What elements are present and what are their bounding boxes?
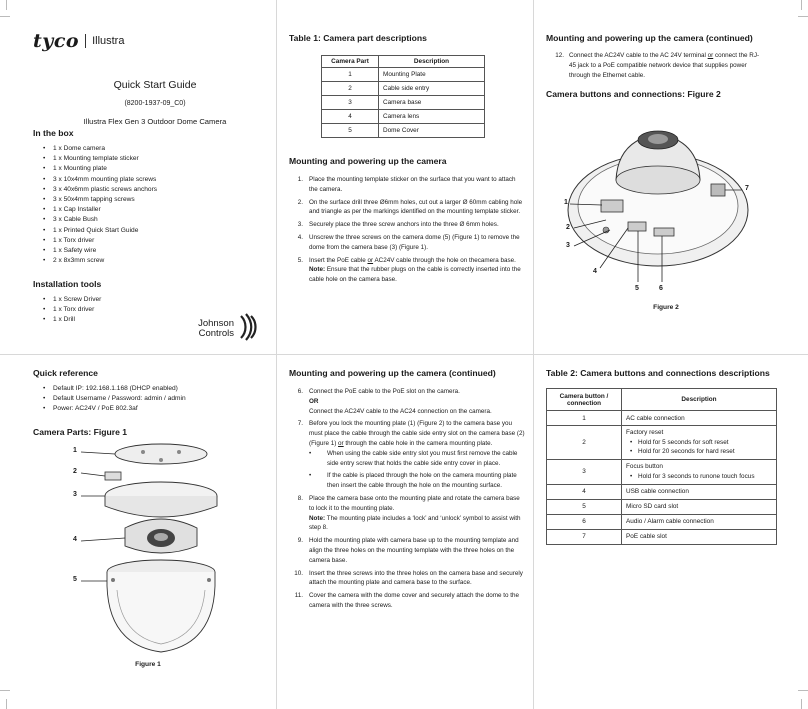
step-text: Hold the mounting plate with camera base up to the mounting template and align the three holes on the mounting template with the three holes on the camera base. — [309, 537, 519, 564]
table-cell: 1 — [322, 68, 379, 82]
table-row — [322, 96, 485, 110]
guide-title: Quick Start Guide — [113, 79, 197, 91]
step-text: Cover the camera with the dome cover and securely attach the dome to the camera with the three screws. — [309, 592, 520, 609]
figure2 — [546, 110, 766, 320]
list-item: • 1 x Printed Quick Start Guide — [33, 226, 263, 236]
mounting-steps — [289, 175, 523, 285]
quick-reference-list — [33, 384, 263, 415]
list-item: • 1 x Mounting template sticker — [33, 154, 263, 164]
step-number: 2. — [297, 198, 303, 206]
list-item: • 3 x Cable Bush — [33, 215, 263, 225]
cell-title: Focus button — [626, 463, 663, 471]
list-item: • 2 x 8x3mm screw — [33, 256, 263, 266]
table-cell — [622, 426, 777, 460]
crop-mark — [0, 16, 10, 17]
in-the-box-list — [33, 144, 263, 266]
crop-mark — [801, 699, 802, 709]
step-text: Connect the PoE cable to the PoE slot on the camera. — [309, 388, 460, 395]
step-or: OR — [309, 397, 319, 405]
list-item: • 3 x 50x4mm tapping screws — [33, 195, 263, 205]
brand-header — [33, 30, 263, 52]
mounting-heading: Mounting and powering up the camera — [289, 156, 447, 166]
table-cell — [622, 460, 777, 484]
mounting-continued-heading: Mounting and powering up the camera (continued) — [546, 33, 753, 43]
step-item — [291, 198, 523, 218]
table-cell: 6 — [547, 514, 622, 529]
note-text: Ensure that the rubber plugs on the cable is correctly inserted into the cable hole on the camera base. — [309, 266, 521, 284]
list-item: • 3 x 40x6mm plastic screws anchors — [33, 185, 263, 195]
list-item: • Default IP: 192.168.1.168 (DHCP enabled) — [33, 384, 263, 394]
crop-mark — [798, 16, 808, 17]
step-number: 8. — [297, 494, 303, 502]
note-text: The mounting plate includes a ‘lock’ and ‘unlock’ symbol to assist with step 8. — [309, 514, 521, 532]
figure1-heading: Camera Parts: Figure 1 — [33, 426, 128, 437]
step-text: Insert the three screws into the three holes on the camera base and securely attach the mounting plate and camera base to the surface. — [309, 569, 523, 587]
figure1 — [33, 440, 263, 675]
table-cell: 5 — [547, 499, 622, 514]
figure2-callout-4: 4 — [593, 268, 597, 275]
table1-section — [289, 33, 525, 138]
table2-caption: Table 2: Camera buttons and connections descriptions — [546, 368, 770, 378]
table-cell: 7 — [547, 529, 622, 544]
figure2-callout-7: 7 — [745, 185, 749, 192]
table-cell: 1 — [547, 411, 622, 426]
crop-mark — [801, 0, 802, 10]
jc-swoosh-icon — [237, 312, 261, 342]
mounting-continued-section — [289, 368, 525, 614]
table1-caption: Table 1: Camera part descriptions — [289, 33, 427, 43]
table2-section — [546, 368, 776, 545]
table-cell: Dome Cover — [379, 124, 485, 138]
step-item — [291, 256, 523, 285]
table-header-row — [322, 56, 485, 68]
table-cell: Mounting Plate — [379, 68, 485, 82]
step-item — [291, 233, 523, 253]
step-item — [291, 536, 525, 565]
in-the-box-section — [33, 128, 263, 266]
figure2-callout-2: 2 — [566, 224, 570, 231]
figure1-callout-2: 2 — [73, 468, 77, 475]
jc-logo-line1: Johnson — [198, 318, 234, 329]
sub-bullet: • When using the cable side entry slot you must first remove the cable side entry screw that holds the cable side entry cover in place. — [309, 449, 525, 469]
figure1-callout-5: 5 — [73, 576, 77, 583]
step-text: AC24V cable through the hole on thecamera base. — [373, 256, 516, 264]
step-text: Insert the PoE cable — [309, 256, 368, 264]
table-cell: Micro SD card slot — [622, 499, 777, 514]
table-row — [322, 124, 485, 138]
mounting-section — [289, 156, 523, 288]
note-label: Note: — [309, 266, 326, 274]
step-item — [291, 387, 525, 416]
figure2-callout-5: 5 — [635, 285, 639, 292]
quick-reference-section — [33, 368, 263, 443]
jc-logo-line2: Controls — [198, 328, 234, 339]
table-row — [547, 411, 777, 426]
step-item — [291, 569, 525, 589]
table-cell: USB cable connection — [622, 484, 777, 499]
table-header-row — [547, 389, 777, 411]
doc-number: (8200-1937-09_C0) — [124, 100, 186, 107]
table-row — [547, 460, 777, 484]
table-header: Description — [622, 389, 777, 411]
step-text: Unscrew the three screws on the camera dome (5) (Figure 1) to remove the dome from the camera base (3) (Figure 1). — [309, 233, 520, 251]
figure1-callout-1: 1 — [73, 447, 77, 454]
table-row — [547, 484, 777, 499]
step-number: 7. — [297, 420, 303, 428]
cell-bullets — [626, 472, 772, 482]
table-cell: 4 — [322, 110, 379, 124]
table-row — [547, 499, 777, 514]
table-cell: 3 — [322, 96, 379, 110]
crop-mark — [798, 690, 808, 691]
brand-divider — [85, 34, 86, 48]
figure2-callout-6: 6 — [659, 285, 663, 292]
figure2-callout-3: 3 — [566, 242, 570, 249]
step-item — [291, 591, 525, 611]
table-row — [547, 514, 777, 529]
cell-bullets — [626, 438, 772, 458]
step-item — [549, 51, 766, 80]
step-number: 11. — [294, 592, 303, 600]
step-text: Place the mounting template sticker on the surface that you want to attach the camera. — [309, 176, 516, 193]
sub-bullet: • If the cable is placed through the hole on the camera mounting plate then insert the cable through the hole on the mounting surface. — [309, 471, 525, 491]
table-header: Camera Part — [322, 56, 379, 68]
tyco-logo: tyco — [33, 30, 80, 52]
step-number: 10. — [294, 569, 303, 577]
step-sub-bullets — [309, 449, 525, 491]
mounting-continued-top — [546, 33, 766, 105]
step-or: or — [707, 52, 714, 59]
list-item: • 1 x Mounting plate — [33, 164, 263, 174]
step-text: On the surface drill three Ø6mm holes, cut out a larger Ø 60mm cabling hole and triangle as per the markings identified on the mounting template sticker. — [309, 198, 523, 216]
step-text: Before you lock the mounting plate (1) (Figure 2) to the camera base you must place the cable through the cable side entry slot on the camera base (2) (Figure 1) — [309, 420, 525, 447]
figure2-caption: Figure 2 — [653, 304, 679, 311]
in-the-box-heading: In the box — [33, 128, 74, 138]
table2 — [546, 388, 777, 545]
list-item: • 1 x Screw Driver — [33, 295, 263, 305]
step-text: Securely place the three screw anchors into the three Ø 6mm holes. — [309, 221, 499, 229]
table-row — [322, 68, 485, 82]
sub-bullet: • Hold for 20 seconds for hard reset — [630, 447, 772, 457]
installation-tools-heading: Installation tools — [33, 279, 102, 289]
step-text: through the cable hole in the camera mounting plate. — [343, 439, 493, 447]
table-row — [322, 110, 485, 124]
table-header: Camera button / connection — [547, 389, 622, 411]
table-cell: PoE cable slot — [622, 529, 777, 544]
table-row — [547, 426, 777, 460]
list-item: • 1 x Torx driver — [33, 305, 263, 315]
step-text: Place the camera base onto the mounting plate and rotate the camera base to lock it to the mounting plate. — [309, 494, 520, 512]
table-row — [322, 82, 485, 96]
step-text: connect the RJ-45 jack to a PoE compatible network device that supplies power through the Ethernet cable. — [569, 52, 760, 79]
table-cell: Audio / Alarm cable connection — [622, 514, 777, 529]
step-or: or — [338, 439, 344, 447]
step-number: 1. — [297, 176, 303, 183]
list-item: • 1 x Cap Installer — [33, 205, 263, 215]
table-cell: 2 — [322, 82, 379, 96]
table-cell: 4 — [547, 484, 622, 499]
table-header: Description — [379, 56, 485, 68]
figure1-callout-3: 3 — [73, 491, 77, 498]
crop-mark — [0, 690, 10, 691]
table-cell: AC cable connection — [622, 411, 777, 426]
note-label: Note: — [309, 514, 326, 522]
mounting-steps — [289, 387, 525, 611]
figure1-callout-4: 4 — [73, 536, 77, 543]
step-number: 4. — [297, 233, 303, 241]
list-item: • Power: AC24V / PoE 802.3af — [33, 404, 263, 414]
table1 — [321, 55, 485, 138]
camera-parts-exploded-illustration — [33, 440, 263, 660]
list-item: • 3 x 10x4mm mounting plate screws — [33, 175, 263, 185]
list-item: • 1 x Safety wire — [33, 246, 263, 256]
step-text: Connect the AC24V cable to the AC 24V terminal — [569, 52, 708, 59]
step-or: or — [367, 256, 374, 264]
cover-panel — [33, 30, 263, 126]
table-cell: 3 — [547, 460, 622, 484]
table-cell: Cable side entry — [379, 82, 485, 96]
list-item: • 1 x Torx driver — [33, 236, 263, 246]
camera-connections-illustration — [546, 110, 766, 300]
quick-reference-heading: Quick reference — [33, 368, 98, 378]
list-item: • Default Username / Password: admin / admin — [33, 394, 263, 404]
fold-line-horizontal — [0, 354, 808, 355]
step-number: 12. — [555, 52, 564, 59]
table-cell: 2 — [547, 426, 622, 460]
mounting-continued-heading: Mounting and powering up the camera (continued) — [289, 368, 496, 378]
crop-mark — [6, 0, 7, 10]
mounting-steps — [546, 51, 766, 80]
table-row — [547, 529, 777, 544]
illustra-label: Illustra — [92, 35, 125, 47]
figure1-caption: Figure 1 — [135, 661, 161, 668]
crop-mark — [6, 699, 7, 709]
step-number: 5. — [297, 256, 303, 264]
product-name: Illustra Flex Gen 3 Outdoor Dome Camera — [83, 117, 227, 126]
step-number: 9. — [297, 537, 303, 545]
table-cell: 5 — [322, 124, 379, 138]
table-cell: Camera lens — [379, 110, 485, 124]
table-cell: Camera base — [379, 96, 485, 110]
list-item: • 1 x Dome camera — [33, 144, 263, 154]
step-item — [291, 220, 523, 230]
sub-bullet: • Hold for 3 seconds to runone touch focus — [630, 472, 772, 482]
step-number: 3. — [297, 221, 303, 229]
step-text: Connect the AC24V cable to the AC24 connection on the camera. — [309, 407, 492, 415]
step-item — [291, 175, 523, 195]
list-item: • 1 x Drill — [33, 315, 263, 325]
johnson-controls-logo — [190, 312, 270, 344]
cell-title: Factory reset — [626, 429, 664, 436]
step-number: 6. — [297, 388, 303, 395]
step-item — [291, 419, 525, 491]
figure2-heading: Camera buttons and connections: Figure 2 — [546, 89, 721, 100]
step-item — [291, 494, 525, 533]
figure2-callout-1: 1 — [564, 199, 568, 206]
sub-bullet: • Hold for 5 seconds for soft reset — [630, 438, 772, 448]
